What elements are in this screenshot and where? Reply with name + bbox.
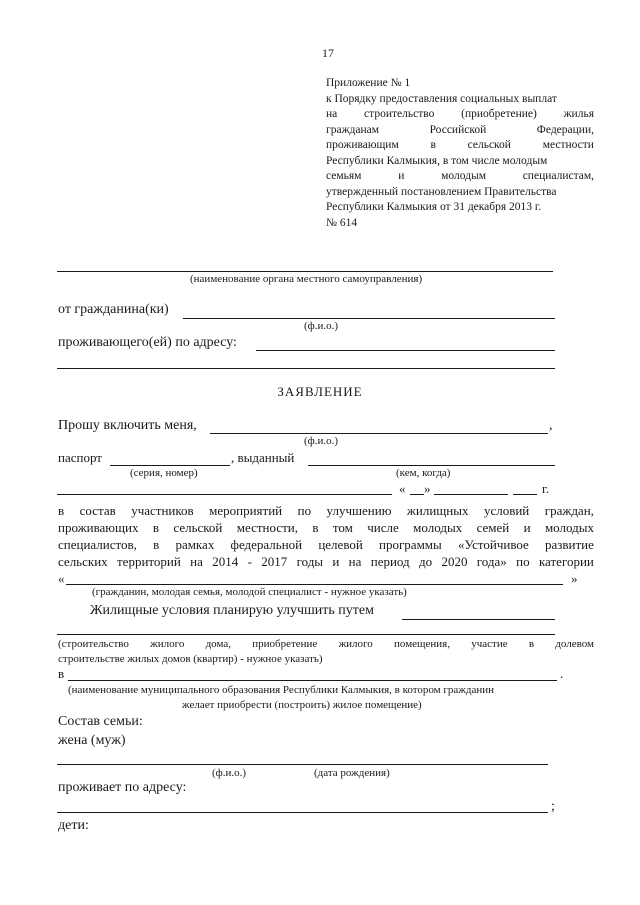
address-line-1[interactable] (256, 350, 555, 351)
paragraph-word: участников (131, 503, 194, 518)
municipality-caption-line2: желает приобрести (построить) жилое помещение) (182, 699, 422, 711)
paragraph-word: - (247, 554, 252, 569)
paragraph-word: до (419, 554, 433, 569)
lives-address-line[interactable] (57, 812, 548, 813)
paragraph-word: 2014 (212, 554, 239, 569)
caption-word: дома, (205, 638, 231, 650)
paragraph-word: развитие (545, 537, 594, 552)
paragraph-word: программы (379, 537, 442, 552)
request-comma: , (549, 418, 553, 433)
date-close-quote: » (424, 481, 431, 496)
org-name-line[interactable] (57, 271, 553, 272)
paragraph-word: в (312, 520, 319, 535)
issuer-continuation-line[interactable] (57, 494, 392, 495)
paragraph-line (58, 536, 594, 553)
children-label: дети: (58, 818, 89, 833)
municipality-caption-line1: (наименование муниципального образования Республики Калмыкия, в котором гражданин (68, 684, 495, 696)
paragraph-word: и (523, 520, 531, 535)
caption-word: долевом (555, 638, 594, 650)
paragraph-line (58, 553, 594, 570)
paragraph-word: года» (476, 554, 507, 569)
caption-word: приобретение (252, 638, 318, 650)
paragraph-word: местности, (236, 520, 298, 535)
paragraph-word: числе (367, 520, 399, 535)
address-label: проживающего(ей) по адресу: (58, 335, 237, 350)
annex-line: Республики Калмыкия от 31 декабря 2013 г. (326, 201, 542, 213)
issuer-line[interactable] (308, 465, 555, 466)
annex-word: в (430, 139, 436, 151)
spouse-line[interactable] (57, 764, 548, 765)
request-fio-caption: (ф.и.о.) (304, 435, 339, 447)
in-end: . (560, 666, 564, 681)
caption-word: жилого (338, 638, 373, 650)
org-name-caption: (наименование органа местного самоуправления) (190, 273, 423, 285)
paragraph-word: в (152, 520, 160, 535)
paragraph-word: в (58, 503, 65, 518)
annex-line: к Порядку предоставления социальных выплат (326, 92, 557, 105)
year-suffix: г. (542, 481, 550, 496)
paragraph-word: семей (476, 520, 510, 535)
paragraph-word: целевой (318, 537, 363, 552)
paragraph-word: федеральной (230, 537, 303, 552)
paragraph-word: молодых (413, 520, 463, 535)
paragraph-word: в (153, 537, 160, 552)
annex-line (326, 107, 594, 123)
date-day-line[interactable] (410, 494, 424, 495)
improve-label: Жилищные условия планирую улучшить путем (90, 603, 374, 618)
paragraph-word: том (332, 520, 353, 535)
passport-number-line[interactable] (110, 465, 230, 466)
improve-line-1[interactable] (402, 619, 555, 620)
annex-word: семьям (326, 170, 362, 182)
annex-word: на (326, 108, 338, 120)
spouse-label: жена (муж) (58, 733, 126, 748)
annex-line: Приложение № 1 (326, 77, 411, 89)
annex-line (326, 123, 594, 139)
paragraph-word: и (332, 554, 340, 569)
in-label: в (58, 666, 65, 681)
annex-word: жилья (563, 108, 594, 120)
annex-word: специалистам, (522, 170, 594, 182)
date-year-line[interactable] (513, 494, 537, 495)
category-close-quote: » (571, 571, 578, 586)
paragraph-word: улучшению (326, 503, 392, 518)
paragraph-word: граждан, (544, 503, 594, 518)
paragraph-word: специалистов, (58, 537, 137, 552)
paragraph-line (58, 519, 594, 536)
paragraph-line (58, 502, 594, 519)
method-caption-line: строительстве жилых домов (квартир) - нужное указать) (58, 653, 323, 665)
paragraph-word: 2017 (261, 554, 288, 569)
paragraph-word: проживающих (58, 520, 139, 535)
paragraph-word: жилищных (406, 503, 469, 518)
paragraph-word: мероприятий (209, 503, 283, 518)
paragraph-word: на (190, 554, 203, 569)
paragraph-word: молодых (544, 520, 594, 535)
date-month-line[interactable] (434, 494, 508, 495)
spouse-birth-caption: (дата рождения) (314, 767, 390, 779)
method-caption-line (58, 637, 594, 652)
paragraph-word: по (516, 554, 530, 569)
paragraph-word: период (370, 554, 410, 569)
paragraph-word: годы (296, 554, 324, 569)
annex-word: строительство (364, 108, 435, 120)
paragraph-word: 2020 (441, 554, 468, 569)
annex-line (326, 138, 594, 154)
citizen-fio-line[interactable] (183, 318, 555, 319)
address-line-2[interactable] (57, 368, 555, 369)
passport-series-caption: (серия, номер) (130, 467, 198, 479)
annex-word: гражданам (326, 123, 380, 136)
caption-word: в (528, 638, 535, 650)
paragraph-word: рамках (175, 537, 215, 552)
annex-word: Федерации, (536, 123, 594, 136)
document-title: ЗАЯВЛЕНИЕ (277, 384, 363, 399)
page-number: 17 (322, 46, 334, 60)
paragraph-word: по (297, 503, 312, 518)
paragraph-word: на (348, 554, 362, 569)
request-fio-line[interactable] (210, 433, 548, 434)
category-open-quote: « (58, 571, 65, 586)
paragraph-word: сельских (58, 554, 108, 569)
category-caption: (гражданин, молодая семья, молодой специалист - нужное указать) (92, 586, 407, 598)
passport-issuer-caption: (кем, когда) (396, 467, 451, 479)
annex-line: Республики Калмыкия, в том числе молодым (326, 154, 548, 167)
spouse-fio-caption: (ф.и.о.) (212, 767, 247, 779)
paragraph-word: «Устойчивое (457, 537, 529, 552)
annex-word: сельской (467, 139, 511, 151)
annex-line: № 614 (326, 216, 358, 229)
paragraph-word: состав (79, 503, 116, 518)
municipality-line[interactable] (68, 680, 557, 681)
annex-word: молодым (441, 170, 486, 182)
passport-label: паспорт (58, 450, 102, 465)
from-citizen-label: от гражданина(ки) (58, 302, 169, 317)
lives-label: проживает по адресу: (58, 780, 187, 795)
method-caption (58, 637, 594, 667)
family-label: Состав семьи: (58, 714, 143, 729)
paragraph-word: условий (483, 503, 530, 518)
annex-line: утвержденный постановлением Правительства (326, 185, 557, 198)
caption-word: (строительство (58, 638, 129, 650)
category-line[interactable] (66, 584, 563, 585)
annex-word: и (398, 170, 405, 182)
lives-end: ; (551, 799, 555, 814)
annex-word: проживающим (326, 139, 399, 151)
caption-word: участие (471, 638, 508, 650)
caption-word: помещения, (394, 638, 450, 650)
request-label: Прошу включить меня, (58, 418, 197, 433)
paragraph-word: сельской (173, 520, 223, 535)
improve-line-2[interactable] (57, 634, 555, 635)
main-paragraph (58, 502, 594, 570)
annex-word: местности (542, 139, 594, 151)
paragraph-word: категории (538, 554, 594, 569)
caption-word: жилого (150, 638, 185, 650)
date-open-quote: « (399, 481, 406, 496)
annex-word: (приобретение) (461, 108, 537, 120)
annex-line (326, 169, 594, 185)
issued-label: , выданный (231, 450, 295, 465)
paragraph-word: территорий (117, 554, 181, 569)
annex-header (326, 76, 594, 231)
annex-word: Российской (429, 123, 487, 136)
citizen-fio-caption: (ф.и.о.) (304, 320, 339, 332)
